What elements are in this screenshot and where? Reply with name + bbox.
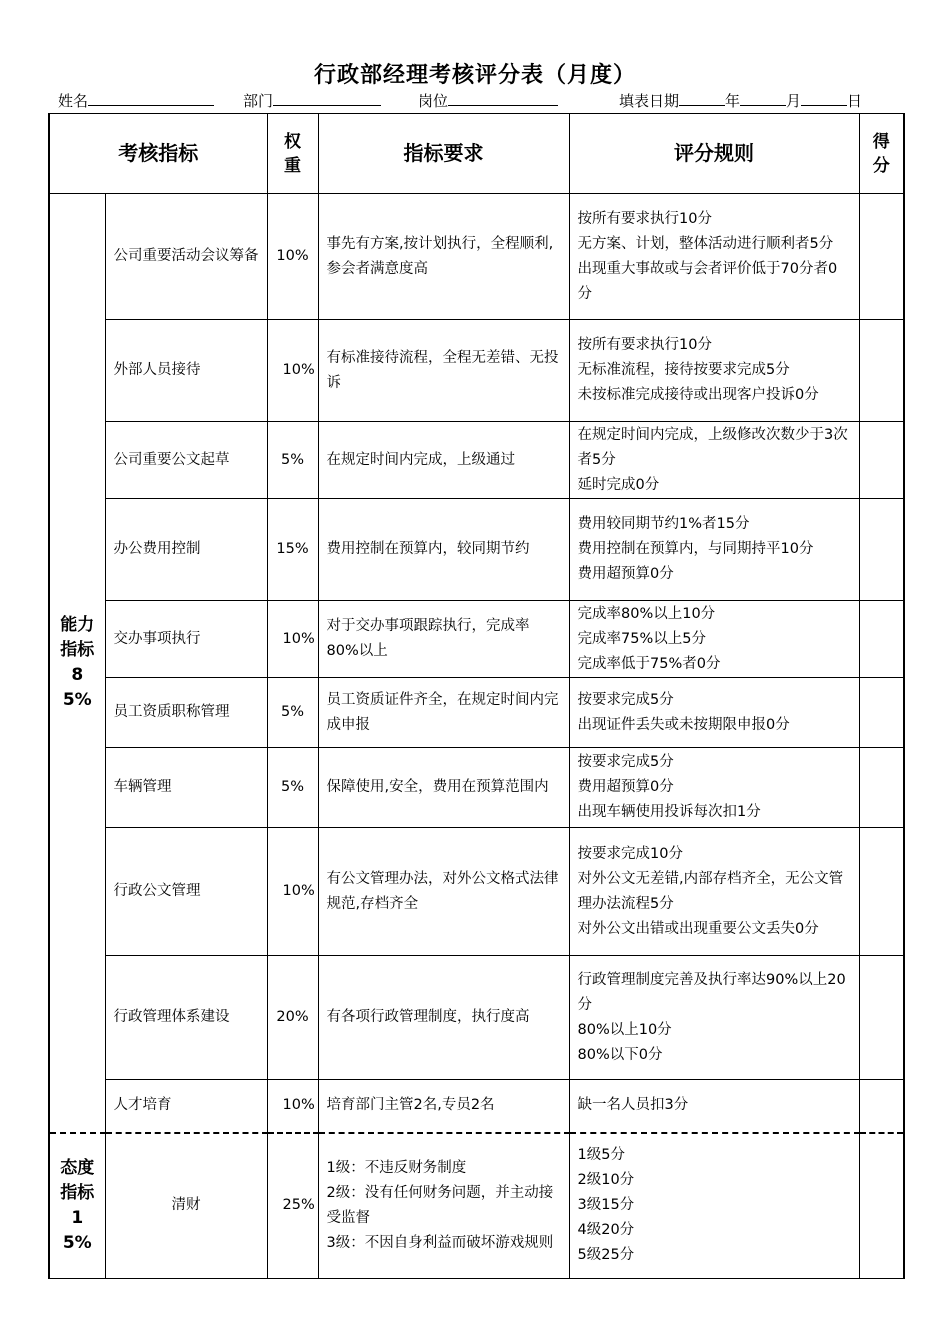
- requirement-cell: 在规定时间内完成，上级通过: [318, 422, 569, 499]
- weight-cell: 10%: [267, 320, 318, 422]
- score-input[interactable]: [859, 320, 904, 422]
- category-ability: 能力指标85%: [49, 194, 105, 1133]
- table-row: [49, 1080, 904, 1133]
- header-indicator: 考核指标: [49, 114, 267, 194]
- header-weight: 权重: [267, 114, 318, 194]
- weight-cell: 10%: [267, 1080, 318, 1133]
- indicator-name: 车辆管理: [105, 748, 267, 828]
- score-input[interactable]: [859, 828, 904, 956]
- weight-cell: 10%: [267, 601, 318, 678]
- table-row: [49, 422, 904, 499]
- weight-cell: 10%: [267, 828, 318, 956]
- requirement-cell: 员工资质证件齐全，在规定时间内完成申报: [318, 678, 569, 748]
- score-input[interactable]: [859, 1080, 904, 1133]
- indicator-name: 外部人员接待: [105, 320, 267, 422]
- name-field[interactable]: [58, 90, 214, 111]
- table-row: [49, 320, 904, 422]
- indicator-name: 交办事项执行: [105, 601, 267, 678]
- category-attitude: 态度指标15%: [49, 1133, 105, 1279]
- requirement-cell: 培育部门主管2名,专员2名: [318, 1080, 569, 1133]
- day-label: 日: [847, 92, 863, 110]
- requirement-cell: 对于交办事项跟踪执行，完成率80%以上: [318, 601, 569, 678]
- assessment-table: [48, 113, 905, 1279]
- weight-cell: 5%: [267, 422, 318, 499]
- weight-cell: 5%: [267, 748, 318, 828]
- rule-cell: 行政管理制度完善及执行率达90%以上20分 80%以上10分 80%以下0分: [569, 956, 859, 1080]
- rule-cell: 在规定时间内完成，上级修改次数少于3次者5分 延时完成0分: [569, 422, 859, 499]
- year-label: 年: [725, 92, 741, 110]
- score-input[interactable]: [859, 1133, 904, 1279]
- rule-cell: 费用较同期节约1%者15分 费用控制在预算内，与同期持平10分 费用超预算0分: [569, 499, 859, 601]
- rule-cell: 按要求完成10分 对外公文无差错,内部存档齐全，无公文管理办法流程5分 对外公文出错或出现重要公文丢失0分: [569, 828, 859, 956]
- indicator-name: 清财: [105, 1133, 267, 1279]
- requirement-cell: 有公文管理办法，对外公文格式法律规范,存档齐全: [318, 828, 569, 956]
- dept-label: 部门: [243, 92, 274, 110]
- rule-cell: 按要求完成5分 费用超预算0分 出现车辆使用投诉每次扣1分: [569, 748, 859, 828]
- dept-field[interactable]: [243, 90, 381, 111]
- weight-cell: 25%: [267, 1133, 318, 1279]
- score-input[interactable]: [859, 422, 904, 499]
- rule-cell: 缺一名人员扣3分: [569, 1080, 859, 1133]
- indicator-name: 办公费用控制: [105, 499, 267, 601]
- weight-cell: 10%: [267, 194, 318, 320]
- table-row: [49, 1133, 904, 1279]
- name-label: 姓名: [58, 92, 89, 110]
- table-row: [49, 748, 904, 828]
- post-label: 岗位: [418, 92, 449, 110]
- indicator-name: 公司重要公文起草: [105, 422, 267, 499]
- table-row: [49, 194, 904, 320]
- requirement-cell: 费用控制在预算内，较同期节约: [318, 499, 569, 601]
- date-field[interactable]: [619, 90, 862, 111]
- score-input[interactable]: [859, 601, 904, 678]
- indicator-name: 公司重要活动会议筹备: [105, 194, 267, 320]
- rule-cell: 按所有要求执行10分 无标准流程，接待按要求完成5分 未按标准完成接待或出现客户投诉0分: [569, 320, 859, 422]
- table-row: [49, 956, 904, 1080]
- header-score: 得分: [859, 114, 904, 194]
- header-rule: 评分规则: [569, 114, 859, 194]
- table-row: [49, 678, 904, 748]
- score-input[interactable]: [859, 678, 904, 748]
- indicator-name: 员工资质职称管理: [105, 678, 267, 748]
- table-row: [49, 499, 904, 601]
- requirement-cell: 有各项行政管理制度，执行度高: [318, 956, 569, 1080]
- table-row: [49, 601, 904, 678]
- rule-cell: 1级5分 2级10分 3级15分 4级20分 5级25分: [569, 1133, 859, 1279]
- indicator-name: 人才培育: [105, 1080, 267, 1133]
- score-input[interactable]: [859, 956, 904, 1080]
- header-row: [49, 114, 904, 194]
- weight-cell: 15%: [267, 499, 318, 601]
- score-input[interactable]: [859, 499, 904, 601]
- rule-cell: 按要求完成5分 出现证件丢失或未按期限申报0分: [569, 678, 859, 748]
- month-label: 月: [786, 92, 802, 110]
- requirement-cell: 保障使用,安全，费用在预算范围内: [318, 748, 569, 828]
- indicator-name: 行政管理体系建设: [105, 956, 267, 1080]
- weight-cell: 5%: [267, 678, 318, 748]
- rule-cell: 按所有要求执行10分 无方案、计划，整体活动进行顺利者5分 出现重大事故或与会者评价低于70分者0分: [569, 194, 859, 320]
- header-requirement: 指标要求: [318, 114, 569, 194]
- post-field[interactable]: [418, 90, 558, 111]
- weight-cell: 20%: [267, 956, 318, 1080]
- requirement-cell: 事先有方案,按计划执行，全程顺利,参会者满意度高: [318, 194, 569, 320]
- score-input[interactable]: [859, 748, 904, 828]
- indicator-name: 行政公文管理: [105, 828, 267, 956]
- table-row: [49, 828, 904, 956]
- rule-cell: 完成率80%以上10分 完成率75%以上5分 完成率低于75%者0分: [569, 601, 859, 678]
- score-input[interactable]: [859, 194, 904, 320]
- date-label: 填表日期: [619, 92, 680, 110]
- form-title: 行政部经理考核评分表（月度）: [313, 63, 636, 88]
- requirement-cell: 有标准接待流程，全程无差错、无投诉: [318, 320, 569, 422]
- requirement-cell: 1级：不违反财务制度 2级：没有任何财务问题，并主动接受监督 3级：不因自身利益而破坏游戏规则: [318, 1133, 569, 1279]
